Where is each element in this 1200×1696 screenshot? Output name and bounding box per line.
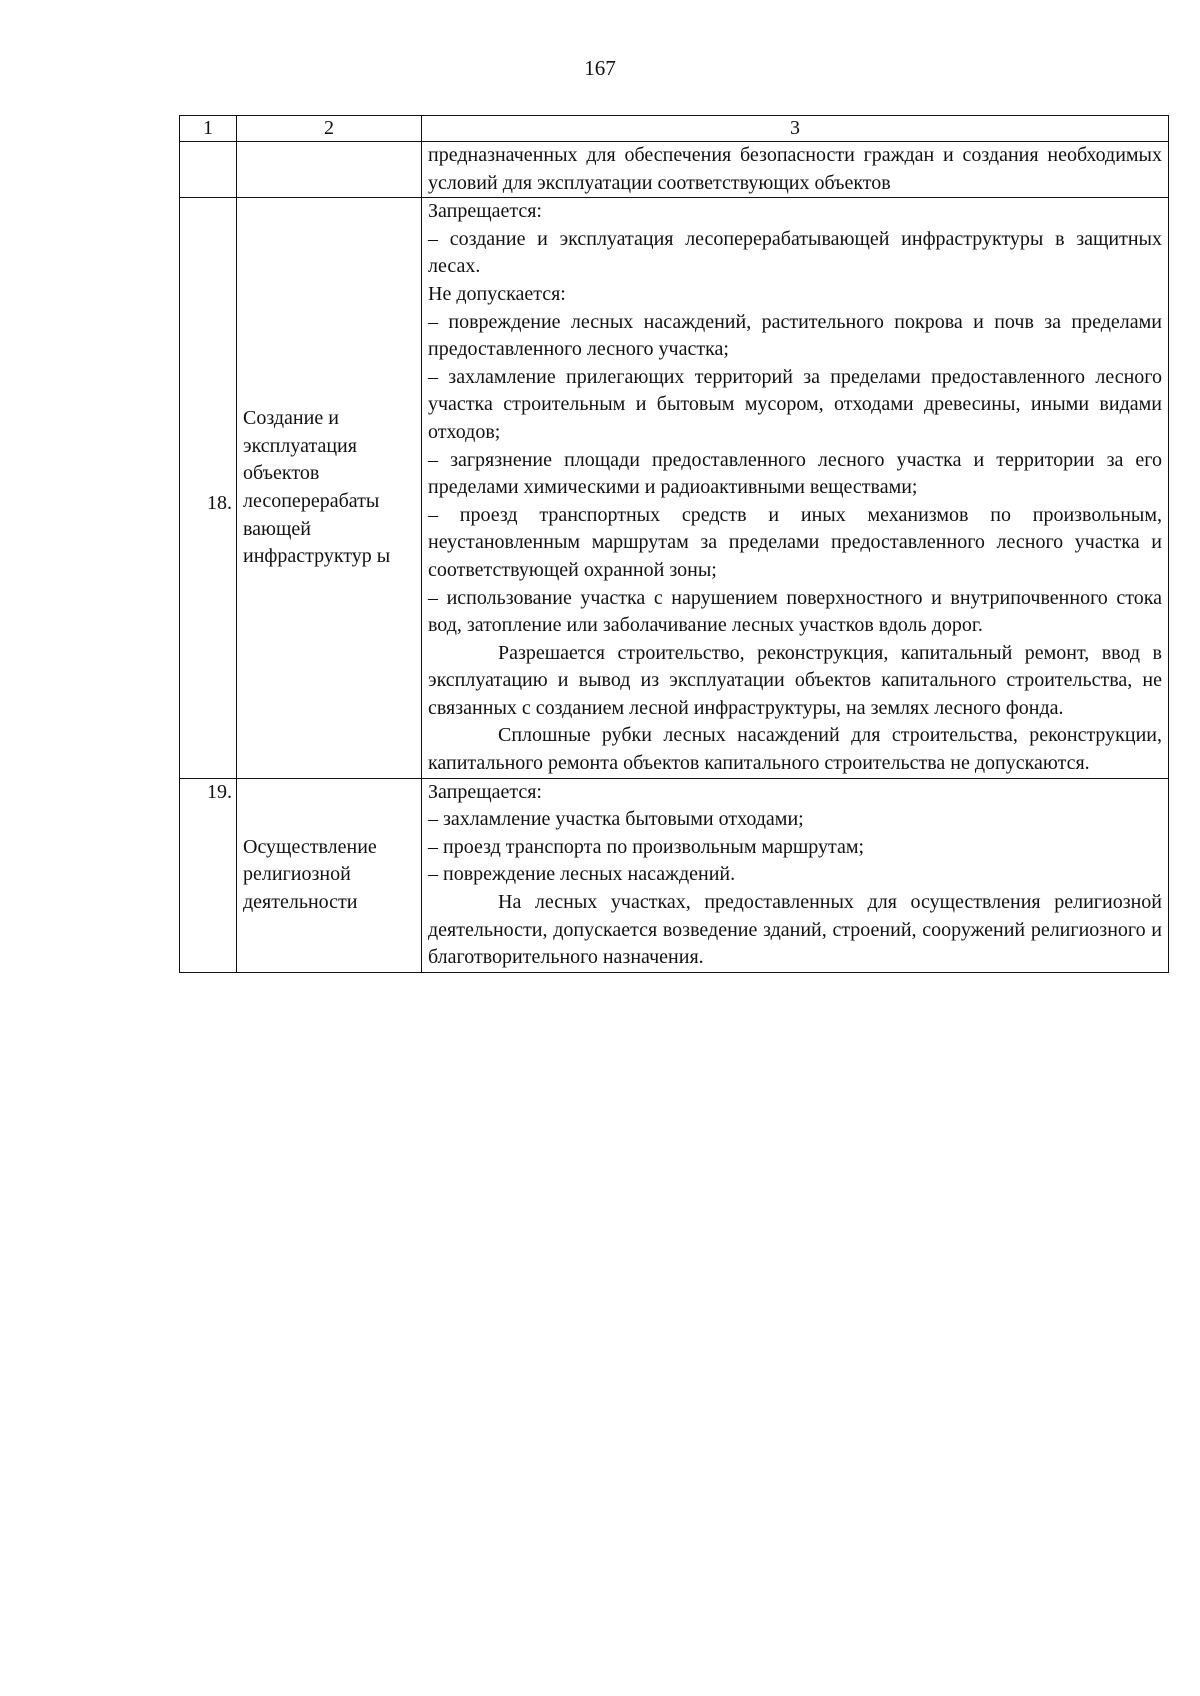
row-19-item: – повреждение лесных насаждений. xyxy=(428,863,736,886)
continuation-name xyxy=(237,142,422,198)
row-19-item: – проезд транспорта по произвольным маршрутам; xyxy=(428,835,865,858)
row-19-requirements-cell xyxy=(422,778,1169,972)
row-18-requirements-cell xyxy=(422,198,1169,778)
table-row-19 xyxy=(180,778,1169,972)
table-row-18 xyxy=(180,198,1169,778)
continuation-num xyxy=(180,142,237,198)
row-19-item: – захламление участка бытовыми отходами; xyxy=(428,808,804,831)
row-19-activity-cell xyxy=(237,778,422,972)
row-19-activity-name: Осуществление религиозной деятельности xyxy=(243,835,377,914)
row-18-item: – захламление прилегающих территорий за пределами предоставленного лесного участка строительным и бытовым мусором, отходами древесины, иными видами отходов; xyxy=(428,365,1162,443)
table-header-row xyxy=(180,116,1169,142)
row-18-item: – создание и эксплуатация лесоперерабатывающей инфраструктуры в защитных лесах. xyxy=(428,227,1162,278)
table-row-continuation xyxy=(180,142,1169,198)
row-18-item: – использование участка с нарушением поверхностного и внутрипочвенного стока вод, затопление или заболачивание лесных участков вдоль дорог. xyxy=(428,586,1162,637)
row-18-number: 18. xyxy=(180,198,237,778)
continuation-text-cell xyxy=(422,142,1169,198)
row-18-heading-not-allowed: Не допускается: xyxy=(428,282,566,305)
row-19-number: 19. xyxy=(180,778,237,972)
header-col-3: 3 xyxy=(422,116,1169,142)
regulations-table xyxy=(179,115,1169,973)
row-18-clearcut-paragraph: Сплошные рубки лесных насаждений для строительства, реконструкции, капитального ремонта объектов капитального строительства не допускаются. xyxy=(428,724,1162,775)
row-18-item: – загрязнение площади предоставленного лесного участка и территории за его пределами химическими и радиоактивными веществами; xyxy=(428,448,1162,499)
header-col-1: 1 xyxy=(180,116,237,142)
page-number: 167 xyxy=(584,56,616,80)
header-col-2: 2 xyxy=(237,116,422,142)
row-18-activity-cell xyxy=(237,198,422,778)
row-19-heading-prohibited: Запрещается: xyxy=(428,780,542,803)
row-18-activity-name: Создание и эксплуатация объектов лесоперерабаты вающей инфраструктур ы xyxy=(243,407,391,568)
row-19-permitted-paragraph: На лесных участках, предоставленных для осуществления религиозной деятельности, допускается возведение зданий, строений, сооружений религиозного и благотворительного назначения. xyxy=(428,891,1162,969)
row-18-permitted-paragraph: Разрешается строительство, реконструкция, капитальный ремонт, ввод в эксплуатацию и вывод из эксплуатации объектов капитального строительства, не связанных с созданием лесной инфраструктуры, на землях лесного фонда. xyxy=(428,641,1162,719)
row-18-item: – повреждение лесных насаждений, растительного покрова и почв за пределами предоставленного лесного участка; xyxy=(428,310,1162,361)
row-18-heading-prohibited: Запрещается: xyxy=(428,200,542,223)
row-18-item: – проезд транспортных средств и иных механизмов по произвольным, неустановленным маршрутам за пределами предоставленного лесного участка и соответствующей охранной зоны; xyxy=(428,503,1162,581)
continuation-text: предназначенных для обеспечения безопасности граждан и создания необходимых условий для эксплуатации соответствующих объектов xyxy=(428,144,1162,194)
